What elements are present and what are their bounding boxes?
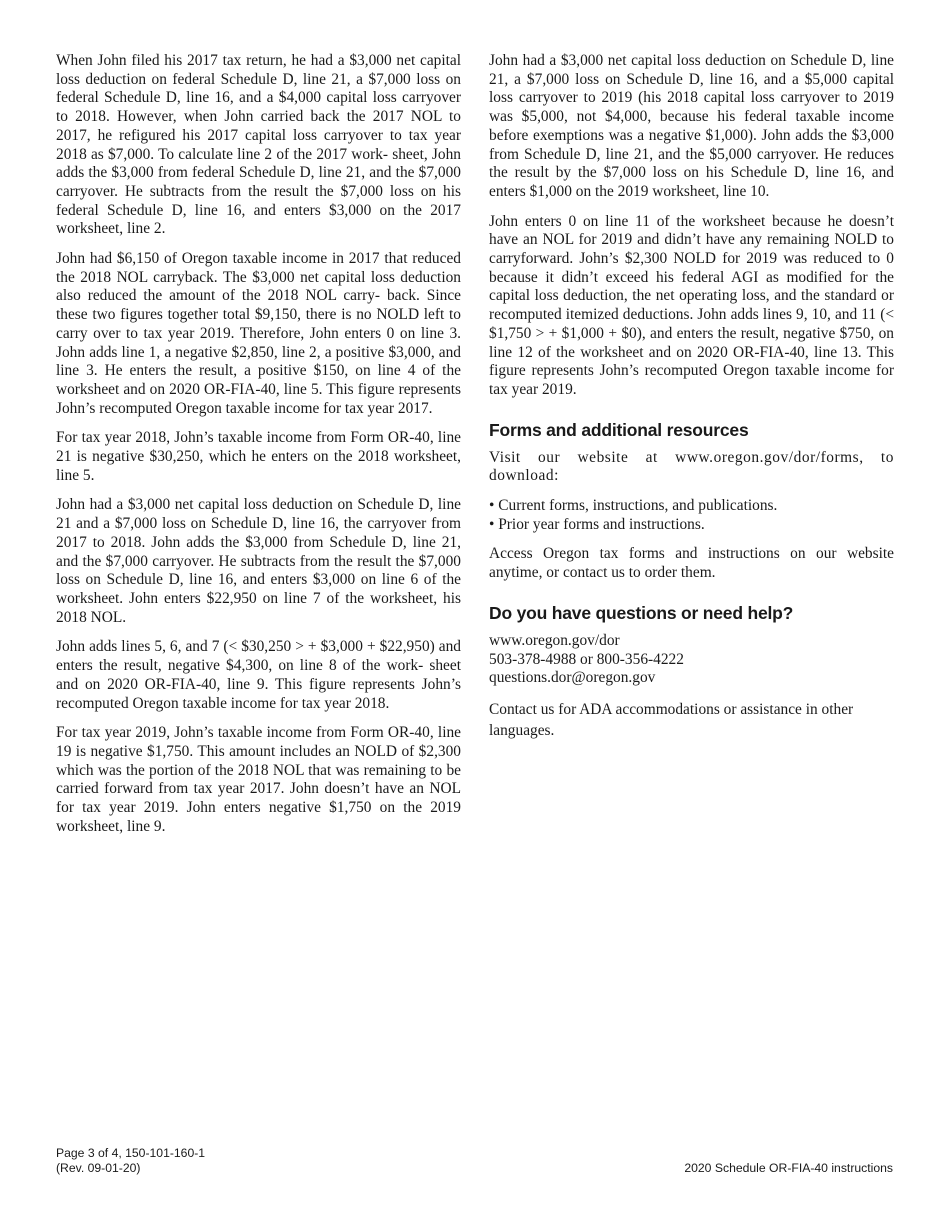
help-website-link[interactable]: www.oregon.gov/dor <box>489 631 620 649</box>
list-item: • Current forms, instructions, and publications. <box>489 497 894 516</box>
paragraph-2017-capital-loss: When John filed his 2017 tax return, he had a $3,000 net capital loss deduction on federal Schedule D, line 21, a $7,000 loss on federal Schedule D, line 16, and a $4,000 capital loss carryover to 2018. However, when John carried back the 2017 NOL to 2017, he refigured his 2017 capital loss carryover to tax year 2018 as $7,000. To calculate line 2 of the 2017 work- sheet, John adds the $3,000 from federal Schedule D, line 21, and the $7,000 carryover. He subtracts from the result the $7,000 loss on his federal Schedule D, line 16, and enters $3,000 on the 2017 worksheet, line 2. <box>56 52 461 238</box>
footer-revision: (Rev. 09-01-20) <box>56 1161 141 1175</box>
forms-access: Access Oregon tax forms and instructions on our website anytime, or contact us to order them. <box>489 545 894 582</box>
help-ada: Contact us for ADA accommodations or assistance in other languages. <box>489 700 854 739</box>
help-phone: 503-378-4988 or 800-356-4222 <box>489 650 684 668</box>
help-email-link[interactable]: questions.dor@oregon.gov <box>489 669 656 687</box>
paragraph-2019-taxable-income: For tax year 2019, John’s taxable income from Form OR-40, line 19 is negative $1,750. This amount includes an NOLD of $2,300 which was the portion of the 2018 NOL that was remaining to be carried forward from tax year 2017. John doesn’t have an NOL for tax year 2019. John enters negative $1,750 on the 2019 worksheet, line 9. <box>56 724 461 835</box>
left-column <box>56 52 461 847</box>
list-item: • Prior year forms and instructions. <box>489 516 894 535</box>
footer-page-info <box>56 1146 205 1176</box>
right-column <box>489 52 894 752</box>
paragraph-2017-nold: John had $6,150 of Oregon taxable income in 2017 that reduced the 2018 NOL carryback. The $3,000 net capital loss deduction also reduced the amount of the 2018 NOL carry- back. Since these two figures together total $9,150, there is no NOLD left to carry over to tax year 2019. Therefore, John enters 0 on line 3. John adds line 1, a negative $2,850, line 2, a positive $3,000, and line 3. He enters the result, a positive $150, on line 4 of the worksheet and on 2020 OR-FIA-40, line 5. This figure represents John’s recomputed Oregon taxable income for tax year 2017. <box>56 250 461 417</box>
forms-list <box>489 497 894 534</box>
forms-intro: Visit our website at www.oregon.gov/dor/forms, to download: <box>489 448 894 485</box>
paragraph-2019-capital-loss: John had a $3,000 net capital loss deduction on Schedule D, line 21, a $7,000 loss on Schedule D, line 16, and a $5,000 capital loss carryover to 2019 (his 2018 capital loss carryover to 2019 was $5,000, not $4,000, because his federal taxable income before exemptions was a negative $1,000). John adds the $3,000 from Schedule D, line 21, and the $5,000 carryover. He reduces the result by the $7,000 loss on his Schedule D, line 16, and enters $1,000 on the 2019 worksheet, line 10. <box>489 52 894 200</box>
paragraph-2018-taxable-income: For tax year 2018, John’s taxable income from Form OR-40, line 21 is negative $30,250, which he enters on the 2018 worksheet, line 5. <box>56 429 461 484</box>
contact-block <box>489 632 894 688</box>
help-heading: Do you have questions or need help? <box>489 602 794 623</box>
footer-doc-title: 2020 Schedule OR-FIA-40 instructions <box>684 1161 893 1175</box>
paragraph-2018-capital-loss: John had a $3,000 net capital loss deduction on Schedule D, line 21 and a $7,000 loss on Schedule D, line 16, the carryover from 2017 to 2018. John adds the $3,000 from Schedule D, line 21, and the $7,000 carryover. He subtracts from the result the $7,000 loss on Schedule D, line 16, and enters $3,000 on line 6 of the worksheet. John enters $22,950 on line 7 of the worksheet, his 2018 NOL. <box>56 496 461 626</box>
forms-heading: Forms and additional resources <box>489 419 749 440</box>
footer-page-number: Page 3 of 4, 150-101-160-1 <box>56 1146 206 1160</box>
paragraph-2018-recomputed: John adds lines 5, 6, and 7 (< $30,250 > + $3,000 + $22,950) and enters the result, negative $4,300, on line 8 of the work- sheet and on 2020 OR-FIA-40, line 9. This figure represents John’s recomputed Oregon taxable income for tax year 2018. <box>56 638 461 712</box>
paragraph-2019-recomputed: John enters 0 on line 11 of the worksheet because he doesn’t have an NOL for 2019 and didn’t have any remaining NOLD to carryforward. John’s $2,300 NOLD for 2019 was reduced to 0 because it didn’t exceed his federal AGI as modified for the capital loss deduction, the net operating loss, and the standard or recomputed itemized deductions. John adds lines 9, 10, and 11 (< $1,750 > + $1,000 + $0), and enters the result, negative $750, on line 12 of the worksheet and on 2020 OR-FIA-40, line 13. This figure represents John’s recomputed Oregon taxable income for tax year 2019. <box>489 212 894 398</box>
